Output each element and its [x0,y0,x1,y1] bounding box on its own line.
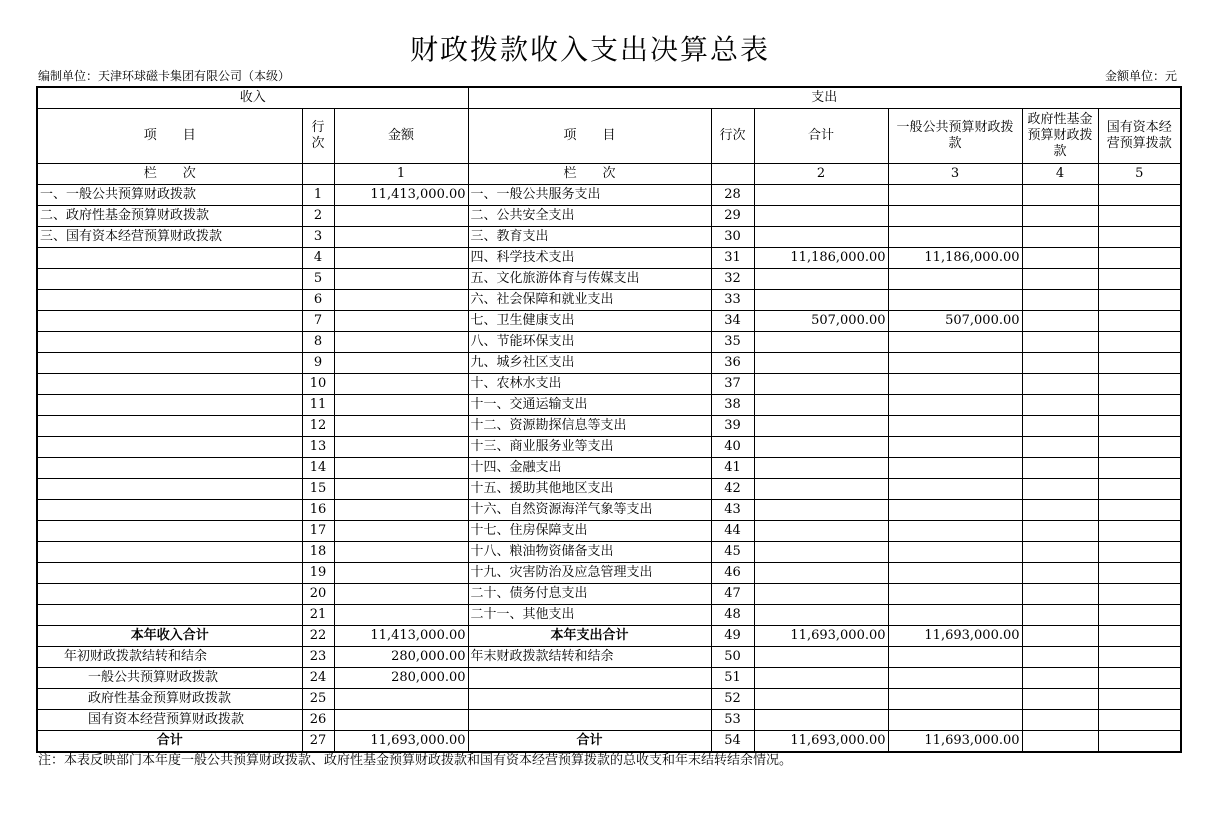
income-amount-cell: 11,413,000.00 [334,626,468,647]
expense-lanci-blank [711,164,754,185]
income-item-cell [37,395,302,416]
expense-item-cell: 六、社会保障和就业支出 [468,290,711,311]
general-budget-cell [888,458,1022,479]
income-row-no-cell: 15 [302,479,334,500]
state-capital-cell [1098,731,1181,753]
income-row-no-cell: 26 [302,710,334,731]
general-budget-cell [888,185,1022,206]
income-amount-cell [334,269,468,290]
table-row [37,731,1181,753]
general-budget-cell [888,647,1022,668]
compiling-unit: 编制单位：天津环球磁卡集团有限公司（本级） [38,69,291,83]
income-item-cell [37,584,302,605]
expense-item-cell: 本年支出合计 [468,626,711,647]
section-header-row [37,87,1181,109]
col-number-1: 1 [334,164,468,185]
expense-item-cell: 十八、粮油物资储备支出 [468,542,711,563]
general-budget-cell [888,269,1022,290]
income-row-no-cell: 14 [302,458,334,479]
general-budget-cell [888,353,1022,374]
income-item-cell [37,458,302,479]
expense-header: 支出 [468,87,1181,109]
income-item-cell [37,542,302,563]
income-item-cell [37,332,302,353]
expense-item-cell: 十九、灾害防治及应急管理支出 [468,563,711,584]
expense-total-cell [754,458,888,479]
state-capital-cell [1098,290,1181,311]
income-row-no-cell: 23 [302,647,334,668]
income-item-cell: 本年收入合计 [37,626,302,647]
state-capital-cell [1098,647,1181,668]
income-amount-cell [334,479,468,500]
expense-row-no-cell: 44 [711,521,754,542]
gov-fund-cell [1022,353,1098,374]
general-budget-cell [888,437,1022,458]
state-capital-cell [1098,710,1181,731]
gov-fund-cell [1022,668,1098,689]
expense-row-no-cell: 47 [711,584,754,605]
state-capital-cell [1098,521,1181,542]
expense-row-no-cell: 43 [711,500,754,521]
general-budget-cell [888,290,1022,311]
expense-item-cell: 年末财政拨款结转和结余 [468,647,711,668]
table-row [37,311,1181,332]
expense-item-cell [468,668,711,689]
expense-row-no-cell: 48 [711,605,754,626]
expense-row-no-cell: 34 [711,311,754,332]
expense-row-no-cell: 42 [711,479,754,500]
expense-row-no-cell: 38 [711,395,754,416]
expense-item-cell: 二、公共安全支出 [468,206,711,227]
state-capital-cell [1098,374,1181,395]
gov-fund-cell [1022,437,1098,458]
expense-item-cell: 十一、交通运输支出 [468,395,711,416]
gov-fund-cell [1022,521,1098,542]
expense-row-no-cell: 50 [711,647,754,668]
expense-item-cell [468,710,711,731]
income-amount-cell: 11,693,000.00 [334,731,468,753]
table-row [37,605,1181,626]
general-budget-cell [888,542,1022,563]
table-row [37,437,1181,458]
income-amount-cell [334,290,468,311]
income-row-no-cell: 4 [302,248,334,269]
income-amount-cell [334,311,468,332]
general-budget-cell [888,416,1022,437]
income-item-header: 项 目 [37,109,302,164]
expense-total-cell: 507,000.00 [754,311,888,332]
expense-item-cell: 七、卫生健康支出 [468,311,711,332]
state-capital-cell [1098,269,1181,290]
income-item-cell [37,353,302,374]
expense-total-header: 合计 [754,109,888,164]
income-item-cell [37,374,302,395]
income-row-no-cell: 12 [302,416,334,437]
table-row [37,185,1181,206]
income-row-no-cell: 11 [302,395,334,416]
income-amount-cell [334,710,468,731]
table-row [37,542,1181,563]
general-budget-cell: 11,186,000.00 [888,248,1022,269]
table-row [37,500,1181,521]
state-capital-header: 国有资本经营预算拨款 [1098,109,1181,164]
table-row [37,374,1181,395]
expense-total-cell [754,584,888,605]
income-amount-cell [334,437,468,458]
expense-row-no-cell: 32 [711,269,754,290]
income-row-no-cell: 25 [302,689,334,710]
expense-total-cell [754,269,888,290]
expense-total-cell [754,227,888,248]
income-item-cell [37,605,302,626]
income-item-cell [37,311,302,332]
income-item-cell [37,563,302,584]
expense-item-header: 项 目 [468,109,711,164]
expense-item-cell: 十、农林水支出 [468,374,711,395]
income-item-cell [37,290,302,311]
income-amount-cell [334,416,468,437]
gov-fund-cell [1022,731,1098,753]
col-number-5: 5 [1098,164,1181,185]
table-row [37,353,1181,374]
income-amount-cell [334,353,468,374]
expense-total-cell [754,395,888,416]
column-header-row [37,109,1181,164]
income-item-cell [37,437,302,458]
income-amount-cell [334,500,468,521]
gov-fund-cell [1022,374,1098,395]
table-row [37,563,1181,584]
expense-item-cell: 十三、商业服务业等支出 [468,437,711,458]
general-budget-cell [888,500,1022,521]
general-budget-cell: 507,000.00 [888,311,1022,332]
gov-fund-cell [1022,626,1098,647]
expense-item-cell: 五、文化旅游体育与传媒支出 [468,269,711,290]
state-capital-cell [1098,479,1181,500]
table-row [37,647,1181,668]
gov-fund-cell [1022,647,1098,668]
income-item-cell [37,500,302,521]
state-capital-cell [1098,395,1181,416]
expense-row-no-cell: 51 [711,668,754,689]
expense-item-cell: 十六、自然资源海洋气象等支出 [468,500,711,521]
income-item-cell [37,479,302,500]
income-row-no-cell: 27 [302,731,334,753]
state-capital-cell [1098,458,1181,479]
gov-fund-cell [1022,542,1098,563]
state-capital-cell [1098,689,1181,710]
page-title: 财政拨款收入支出决算总表 [409,33,770,66]
state-capital-cell [1098,563,1181,584]
state-capital-cell [1098,332,1181,353]
income-header: 收入 [37,87,468,109]
expense-row-no-cell: 39 [711,416,754,437]
table-row [37,248,1181,269]
expense-item-cell: 十五、援助其他地区支出 [468,479,711,500]
expense-row-no-cell: 36 [711,353,754,374]
table-row [37,626,1181,647]
gov-fund-cell [1022,248,1098,269]
income-item-cell: 一般公共预算财政拨款 [37,668,302,689]
expense-item-cell: 合计 [468,731,711,753]
income-amount-cell [334,542,468,563]
income-row-no-cell: 24 [302,668,334,689]
expense-row-no-cell: 40 [711,437,754,458]
expense-total-cell [754,647,888,668]
income-amount-cell [334,332,468,353]
expense-total-cell: 11,693,000.00 [754,731,888,753]
state-capital-cell [1098,311,1181,332]
expense-total-cell [754,437,888,458]
gov-fund-cell [1022,227,1098,248]
income-amount-cell: 11,413,000.00 [334,185,468,206]
expense-item-cell: 十四、金融支出 [468,458,711,479]
general-budget-cell [888,584,1022,605]
expense-row-no-cell: 45 [711,542,754,563]
expense-row-no-cell: 29 [711,206,754,227]
expense-item-cell: 九、城乡社区支出 [468,353,711,374]
expense-item-cell: 四、科学技术支出 [468,248,711,269]
col-number-2: 2 [754,164,888,185]
general-budget-cell [888,689,1022,710]
gov-fund-cell [1022,710,1098,731]
state-capital-cell [1098,668,1181,689]
table-row [37,395,1181,416]
income-amount-header: 金额 [334,109,468,164]
income-amount-cell: 280,000.00 [334,668,468,689]
currency-unit: 金额单位：元 [1104,69,1177,83]
expense-row-no-cell: 54 [711,731,754,753]
state-capital-cell [1098,584,1181,605]
general-budget-cell [888,374,1022,395]
state-capital-cell [1098,542,1181,563]
expense-total-cell [754,710,888,731]
expense-row-no-cell: 28 [711,185,754,206]
table-row [37,458,1181,479]
state-capital-cell [1098,416,1181,437]
income-amount-cell [334,689,468,710]
income-amount-cell [334,563,468,584]
income-row-no-cell: 3 [302,227,334,248]
income-lanci-blank [302,164,334,185]
gov-fund-cell [1022,290,1098,311]
expense-total-cell: 11,693,000.00 [754,626,888,647]
expense-item-cell: 二十一、其他支出 [468,605,711,626]
income-row-no-cell: 20 [302,584,334,605]
income-item-cell: 一、一般公共预算财政拨款 [37,185,302,206]
income-row-no-cell: 16 [302,500,334,521]
gov-fund-cell [1022,479,1098,500]
expense-row-no-cell: 52 [711,689,754,710]
income-amount-cell [334,206,468,227]
table-row [37,332,1181,353]
gov-fund-cell [1022,311,1098,332]
income-row-no-cell: 2 [302,206,334,227]
general-budget-cell [888,710,1022,731]
income-amount-cell [334,605,468,626]
income-row-no-header [302,109,334,164]
income-item-cell: 三、国有资本经营预算财政拨款 [37,227,302,248]
income-item-cell: 政府性基金预算财政拨款 [37,689,302,710]
expense-total-cell [754,689,888,710]
general-budget-cell [888,227,1022,248]
budget-summary-table [36,86,1182,753]
gov-fund-cell [1022,185,1098,206]
income-amount-cell [334,248,468,269]
expense-row-no-cell: 46 [711,563,754,584]
col-number-4: 4 [1022,164,1098,185]
col-number-3: 3 [888,164,1022,185]
expense-total-cell [754,206,888,227]
expense-total-cell: 11,186,000.00 [754,248,888,269]
expense-total-cell [754,353,888,374]
expense-total-cell [754,416,888,437]
income-item-cell: 年初财政拨款结转和结余 [37,647,302,668]
expense-row-no-cell: 49 [711,626,754,647]
expense-row-no-cell: 30 [711,227,754,248]
gov-fund-cell [1022,500,1098,521]
income-row-no-label: 行次 [311,120,325,151]
income-row-no-cell: 22 [302,626,334,647]
expense-row-no-cell: 37 [711,374,754,395]
state-capital-cell [1098,185,1181,206]
general-budget-cell [888,479,1022,500]
income-amount-cell [334,458,468,479]
expense-total-cell [754,332,888,353]
table-row [37,269,1181,290]
general-budget-cell [888,206,1022,227]
expense-total-cell [754,563,888,584]
income-amount-cell [334,227,468,248]
income-row-no-cell: 10 [302,374,334,395]
table-row [37,710,1181,731]
general-budget-cell [888,563,1022,584]
table-row [37,227,1181,248]
state-capital-cell [1098,248,1181,269]
income-amount-cell [334,584,468,605]
expense-total-cell [754,290,888,311]
income-amount-cell [334,374,468,395]
general-budget-cell [888,668,1022,689]
income-item-cell: 国有资本经营预算财政拨款 [37,710,302,731]
table-row [37,668,1181,689]
state-capital-cell [1098,626,1181,647]
expense-item-cell: 十七、住房保障支出 [468,521,711,542]
table-row [37,416,1181,437]
income-item-cell: 二、政府性基金预算财政拨款 [37,206,302,227]
expense-row-no-cell: 31 [711,248,754,269]
gov-fund-header: 政府性基金预算财政拨款 [1022,109,1098,164]
state-capital-cell [1098,206,1181,227]
income-row-no-cell: 9 [302,353,334,374]
income-row-no-cell: 17 [302,521,334,542]
table-row [37,521,1181,542]
gov-fund-cell [1022,689,1098,710]
general-budget-cell [888,605,1022,626]
state-capital-cell [1098,500,1181,521]
expense-item-cell [468,689,711,710]
expense-lanci: 栏 次 [468,164,711,185]
expense-total-cell [754,521,888,542]
table-row [37,584,1181,605]
table-row [37,290,1181,311]
income-item-cell [37,416,302,437]
expense-row-no-cell: 33 [711,290,754,311]
state-capital-cell [1098,437,1181,458]
expense-item-cell: 一、一般公共服务支出 [468,185,711,206]
expense-row-no-cell: 41 [711,458,754,479]
gov-fund-cell [1022,563,1098,584]
general-budget-cell: 11,693,000.00 [888,731,1022,753]
table-row [37,479,1181,500]
gov-fund-cell [1022,206,1098,227]
expense-item-cell: 三、教育支出 [468,227,711,248]
income-row-no-cell: 7 [302,311,334,332]
gov-fund-cell [1022,584,1098,605]
gov-fund-cell [1022,605,1098,626]
table-row [37,689,1181,710]
general-budget-cell [888,521,1022,542]
expense-total-cell [754,374,888,395]
expense-item-cell: 八、节能环保支出 [468,332,711,353]
income-item-cell [37,269,302,290]
expense-total-cell [754,500,888,521]
income-row-no-cell: 8 [302,332,334,353]
state-capital-cell [1098,353,1181,374]
income-item-cell [37,521,302,542]
state-capital-cell [1098,605,1181,626]
expense-total-cell [754,542,888,563]
expense-total-cell [754,668,888,689]
expense-row-no-cell: 35 [711,332,754,353]
income-item-cell [37,248,302,269]
expense-total-cell [754,185,888,206]
gov-fund-cell [1022,416,1098,437]
income-row-no-cell: 1 [302,185,334,206]
state-capital-cell [1098,227,1181,248]
income-amount-cell: 280,000.00 [334,647,468,668]
expense-total-cell [754,605,888,626]
gov-fund-cell [1022,269,1098,290]
income-amount-cell [334,521,468,542]
income-row-no-cell: 6 [302,290,334,311]
income-row-no-cell: 19 [302,563,334,584]
general-budget-cell [888,332,1022,353]
income-item-cell: 合计 [37,731,302,753]
income-row-no-cell: 13 [302,437,334,458]
income-row-no-cell: 18 [302,542,334,563]
column-number-row [37,164,1181,185]
expense-total-cell [754,479,888,500]
expense-item-cell: 十二、资源勘探信息等支出 [468,416,711,437]
income-amount-cell [334,395,468,416]
income-lanci: 栏 次 [37,164,302,185]
table-row [37,206,1181,227]
expense-item-cell: 二十、债务付息支出 [468,584,711,605]
gov-fund-cell [1022,458,1098,479]
general-budget-cell: 11,693,000.00 [888,626,1022,647]
gov-fund-cell [1022,332,1098,353]
income-row-no-cell: 5 [302,269,334,290]
gov-fund-cell [1022,395,1098,416]
general-budget-header: 一般公共预算财政拨款 [888,109,1022,164]
general-budget-cell [888,395,1022,416]
income-row-no-cell: 21 [302,605,334,626]
expense-row-no-header: 行次 [711,109,754,164]
expense-row-no-cell: 53 [711,710,754,731]
footnote: 注：本表反映部门本年度一般公共预算财政拨款、政府性基金预算财政拨款和国有资本经营预算拨款的总收支和年末结转结余情况。 [38,753,793,768]
